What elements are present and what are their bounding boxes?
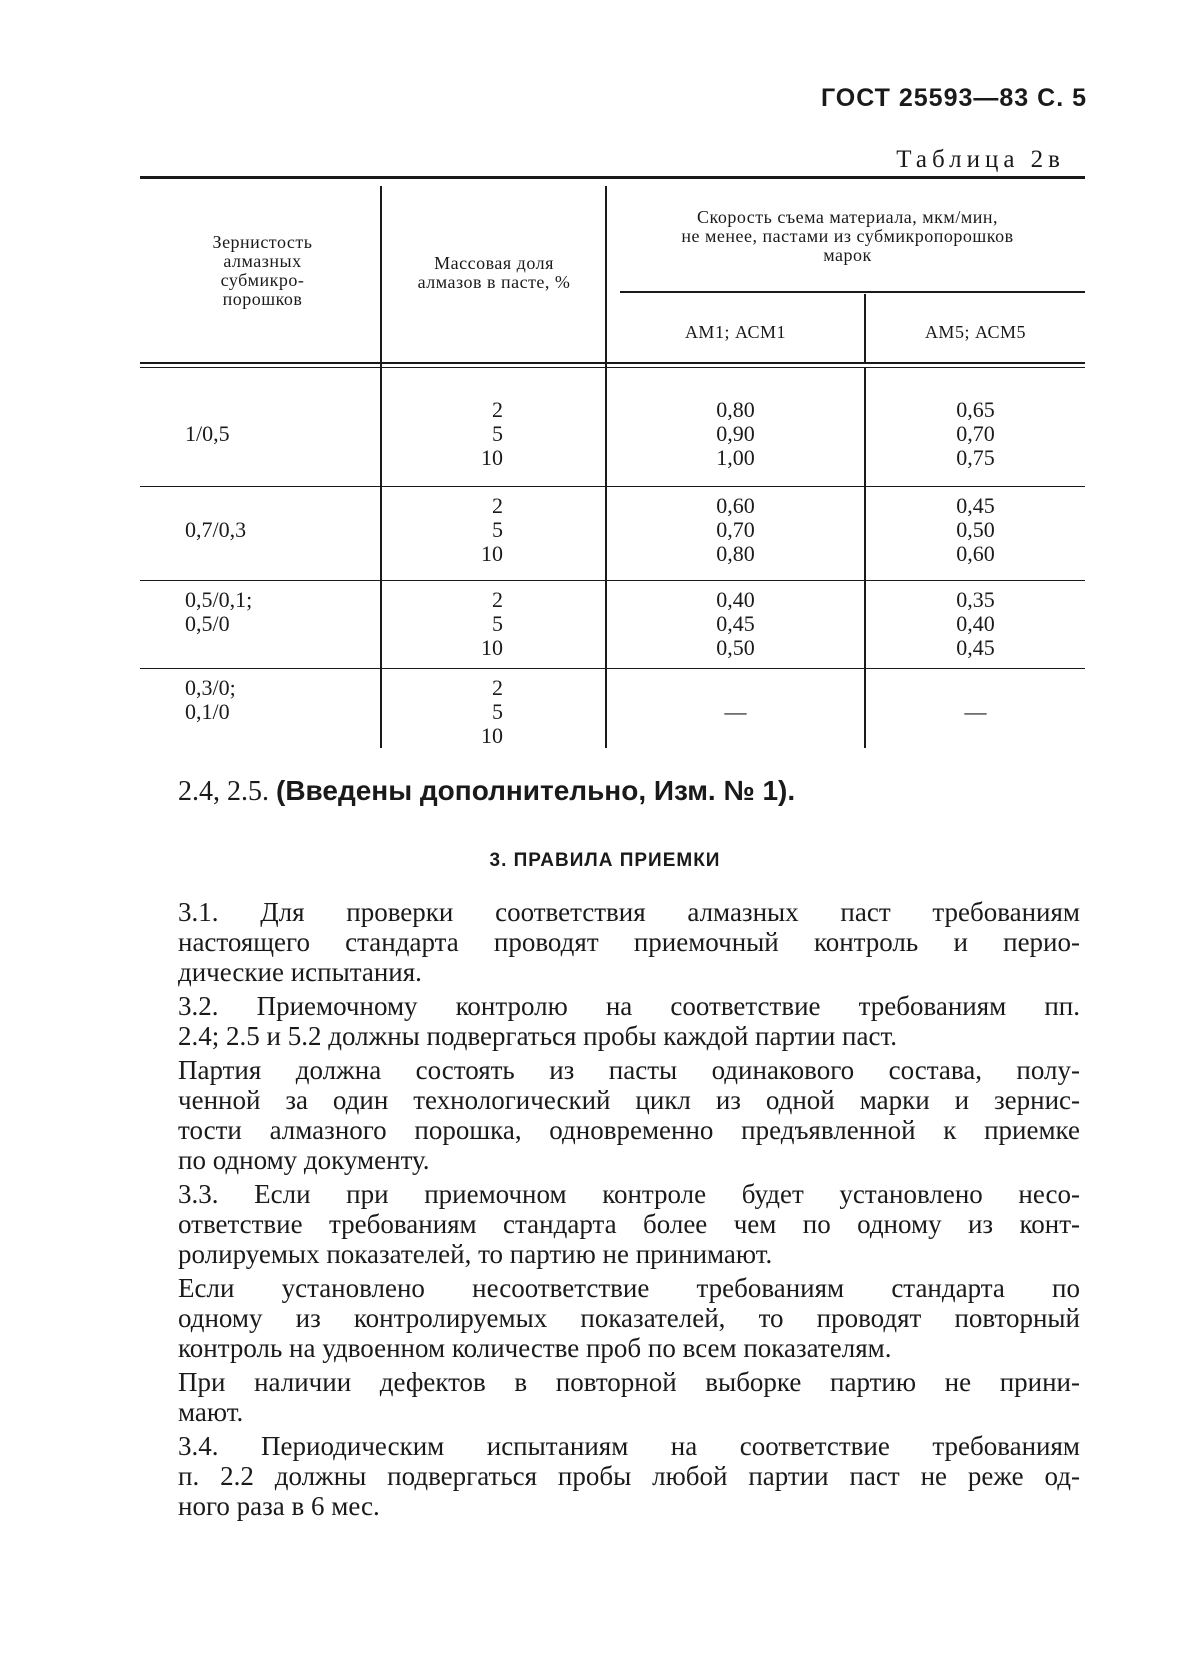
- text-line: п. 2.2 должны подвергаться пробы любой партии паст не реже од-: [178, 1461, 1080, 1491]
- column-divider: [380, 186, 382, 748]
- cell-value: 0,90: [716, 421, 755, 446]
- cell-value: 10: [481, 541, 503, 566]
- paragraph: [178, 1179, 1080, 1269]
- cell-value: 0,80: [716, 397, 755, 422]
- row-divider: [140, 668, 1085, 669]
- cell-value: 0,1/0: [185, 699, 230, 724]
- header-line: алмазных: [223, 251, 302, 271]
- cell-am1: [607, 398, 864, 470]
- text-line: 3.4. Периодическим испытаниям на соответствие требованиям: [178, 1431, 1080, 1461]
- cell-value: 0,60: [956, 541, 995, 566]
- cell-mass: [385, 676, 503, 748]
- row-divider: [140, 486, 1085, 487]
- cell-value: 1,00: [716, 445, 755, 470]
- paragraph: [178, 1055, 1080, 1175]
- paragraph: [178, 1431, 1080, 1521]
- cell-grain: [185, 518, 375, 542]
- column-header-am1: АМ1; АСМ1: [684, 322, 787, 342]
- paragraph: [178, 1367, 1080, 1427]
- table-caption: Таблица 2в: [896, 146, 1065, 173]
- cell-am5: [866, 588, 1085, 660]
- cell-value: 0,75: [956, 445, 995, 470]
- cell-value: 1/0,5: [185, 421, 230, 446]
- cell-am1: [607, 588, 864, 660]
- header-subrule: [620, 291, 1085, 293]
- cell-am1: [607, 700, 864, 724]
- cell-value: 10: [481, 723, 503, 748]
- cell-value: 0,70: [716, 517, 755, 542]
- header-bottom-rule: [140, 362, 1085, 364]
- cell-value: 0,50: [716, 635, 755, 660]
- header-line: не менее, пастами из субмикропорошков: [681, 226, 1014, 246]
- cell-grain: [185, 422, 375, 446]
- cell-value: 5: [492, 611, 503, 636]
- cell-value: 0,45: [956, 493, 995, 518]
- text-line: Если установлено несоответствие требованиям стандарта по: [178, 1273, 1080, 1303]
- cell-grain: [185, 588, 375, 636]
- section-title: 3. ПРАВИЛА ПРИЕМКИ: [489, 850, 721, 871]
- cell-value: 2: [492, 675, 503, 700]
- text-line: мают.: [178, 1397, 244, 1427]
- note-ref: 2.4, 2.5.: [178, 776, 269, 807]
- header-line: субмикро-: [220, 270, 305, 290]
- text-line: настоящего стандарта проводят приемочный контроль и перио-: [178, 927, 1080, 957]
- cell-value: 0,3/0;: [185, 675, 236, 700]
- cell-value: —: [964, 699, 987, 724]
- cell-value: 0,5/0,1;: [185, 587, 253, 612]
- page-header: ГОСТ 25593—83 С. 5: [820, 84, 1087, 112]
- cell-value: 10: [481, 635, 503, 660]
- text-line: 3.1. Для проверки соответствия алмазных паст требованиям: [178, 897, 1080, 927]
- note-text: (Введены дополнительно, Изм. № 1).: [276, 775, 796, 806]
- cell-value: —: [724, 699, 747, 724]
- table-top-rule: [140, 176, 1085, 179]
- text-line: одному из контролируемых показателей, то проводят повторный: [178, 1303, 1080, 1333]
- header-line: Зернистость: [212, 232, 313, 252]
- header-line: Скорость съема материала, мкм/мин,: [697, 207, 998, 227]
- text-line: ролируемых показателей, то партию не принимают.: [178, 1239, 773, 1269]
- cell-am5: [866, 700, 1085, 724]
- column-header-am5: АМ5; АСМ5: [924, 322, 1027, 342]
- text-line: ответствие требованиям стандарта более чем по одному из конт-: [178, 1209, 1080, 1239]
- cell-value: 0,40: [716, 587, 755, 612]
- cell-value: 2: [492, 493, 503, 518]
- text-line: 2.4; 2.5 и 5.2 должны подвергаться пробы каждой партии паст.: [178, 1021, 897, 1051]
- column-header-grain: [150, 233, 375, 309]
- cell-am5: [866, 494, 1085, 566]
- paragraph: [178, 1273, 1080, 1363]
- cell-mass: [385, 588, 503, 660]
- cell-value: 0,80: [716, 541, 755, 566]
- cell-value: 0,60: [716, 493, 755, 518]
- cell-value: 0,70: [956, 421, 995, 446]
- paragraph: [178, 897, 1080, 987]
- cell-mass: [385, 398, 503, 470]
- paragraph: [178, 991, 1080, 1051]
- cell-value: 0,45: [716, 611, 755, 636]
- header-line: алмазов в пасте, %: [417, 272, 571, 292]
- header-line: порошков: [222, 289, 303, 309]
- text-line: дические испытания.: [178, 957, 422, 987]
- cell-value: 2: [492, 397, 503, 422]
- cell-value: 0,35: [956, 587, 995, 612]
- header-line: марок: [823, 245, 872, 265]
- amendment-note: [178, 775, 795, 808]
- row-divider: [140, 580, 1085, 581]
- text-line: 3.3. Если при приемочном контроле будет установлено несо-: [178, 1179, 1080, 1209]
- cell-am5: [866, 398, 1085, 470]
- cell-mass: [385, 494, 503, 566]
- cell-value: 0,40: [956, 611, 995, 636]
- text-line: контроль на удвоенном количестве проб по всем показателям.: [178, 1333, 892, 1363]
- text-line: Партия должна состоять из пасты одинакового состава, полу-: [178, 1055, 1080, 1085]
- column-header-speed: [610, 208, 1085, 265]
- cell-value: 0,5/0: [185, 611, 230, 636]
- cell-grain: [185, 676, 375, 724]
- text-line: по одному документу.: [178, 1145, 430, 1175]
- text-line: ного раза в 6 мес.: [178, 1491, 380, 1521]
- cell-value: 2: [492, 587, 503, 612]
- header-bottom-rule: [140, 367, 1085, 368]
- cell-value: 0,45: [956, 635, 995, 660]
- cell-value: 5: [492, 421, 503, 446]
- column-header-mass: [385, 254, 603, 292]
- cell-value: 10: [481, 445, 503, 470]
- cell-value: 0,50: [956, 517, 995, 542]
- body-text: [178, 897, 1080, 1525]
- cell-value: 0,65: [956, 397, 995, 422]
- text-line: тости алмазного порошка, одновременно предъявленной к приемке: [178, 1115, 1080, 1145]
- text-line: При наличии дефектов в повторной выборке партию не прини-: [178, 1367, 1080, 1397]
- text-line: ченной за один технологический цикл из одной марки и зернис-: [178, 1085, 1080, 1115]
- text-line: 3.2. Приемочному контролю на соответствие требованиям пп.: [178, 991, 1080, 1021]
- cell-value: 5: [492, 699, 503, 724]
- cell-value: 5: [492, 517, 503, 542]
- cell-value: 0,7/0,3: [185, 517, 247, 542]
- header-line: Массовая доля: [434, 253, 554, 273]
- cell-am1: [607, 494, 864, 566]
